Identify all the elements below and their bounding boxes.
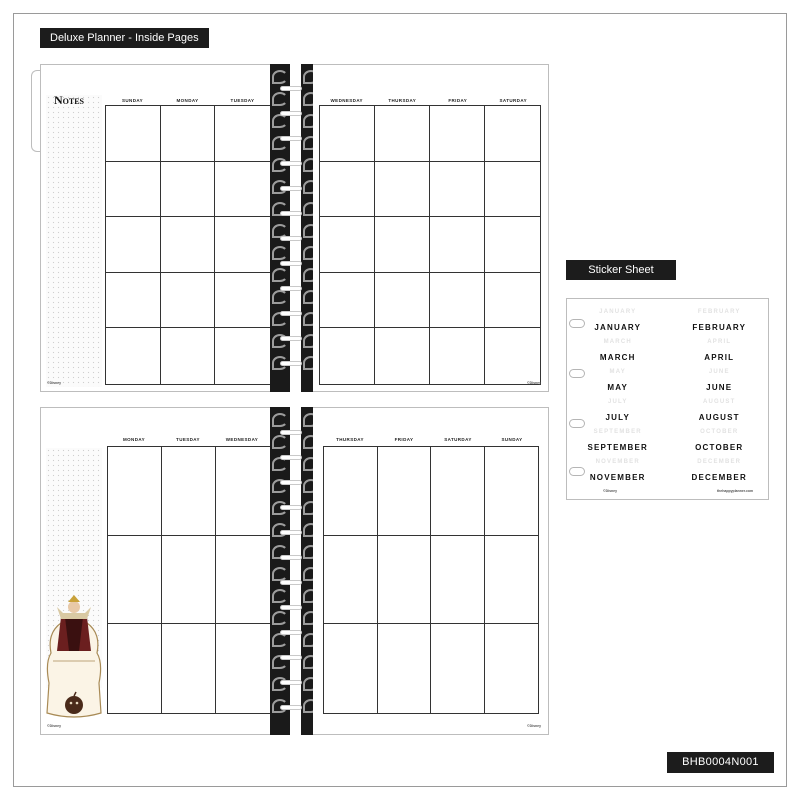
binder-ring [569,369,585,378]
weekly-right-grid[interactable] [323,446,539,714]
calendar-cell[interactable] [108,447,162,536]
day-header: THURSDAY [388,98,417,103]
binder-ring [280,311,302,316]
calendar-cell[interactable] [320,106,375,162]
ghost-month-label: JULY [607,399,628,405]
calendar-cell[interactable] [378,624,432,713]
binder-ring [280,211,302,216]
calendar-cell[interactable] [161,162,216,218]
binder-ring [280,236,302,241]
ghost-month-label: JANUARY [599,309,637,315]
calendar-cell[interactable] [430,328,485,384]
monthly-left-page [40,64,278,392]
calendar-cell[interactable] [430,273,485,329]
weekly-right-page [313,407,549,735]
calendar-cell[interactable] [162,536,216,625]
binder-ring [280,605,302,610]
calendar-cell[interactable] [430,162,485,218]
binder-ring [569,467,585,476]
month-sticker[interactable]: JUNE [706,383,733,392]
binder-ring [280,655,302,660]
binder-ring [280,186,302,191]
calendar-cell[interactable] [108,536,162,625]
month-sticker[interactable]: OCTOBER [695,443,744,452]
evil-queen-illustration [43,593,105,721]
damask-ornament [272,114,288,128]
damask-ornament [272,611,288,625]
calendar-cell[interactable] [485,217,540,273]
binder-ring [569,419,585,428]
month-sticker[interactable]: DECEMBER [691,473,747,482]
calendar-cell[interactable] [216,447,270,536]
calendar-cell[interactable] [162,624,216,713]
calendar-cell[interactable] [378,536,432,625]
month-sticker-row [567,443,770,452]
damask-ornament [272,70,288,84]
month-sticker[interactable]: MAY [607,383,629,392]
calendar-cell[interactable] [161,328,216,384]
month-sticker-row [567,473,770,482]
binder-ring [280,361,302,366]
ghost-month-label: MAY [609,369,626,375]
calendar-cell[interactable] [215,106,270,162]
calendar-cell[interactable] [485,106,540,162]
binder-ring [280,111,302,116]
day-header: MONDAY [123,437,145,442]
month-sticker[interactable]: NOVEMBER [589,473,646,482]
calendar-cell[interactable] [485,624,539,713]
product-code-badge: BHB0004N001 [667,752,774,773]
binder-ring [280,161,302,166]
ghost-month-label: OCTOBER [700,429,739,435]
calendar-cell[interactable] [485,447,539,536]
day-header: SATURDAY [499,98,527,103]
day-header: WEDNESDAY [330,98,363,103]
damask-ornament [272,413,288,427]
ghost-month-label: NOVEMBER [595,459,640,465]
damask-ornament [272,589,288,603]
calendar-cell[interactable] [215,273,270,329]
calendar-cell[interactable] [375,162,430,218]
calendar-cell[interactable] [375,217,430,273]
calendar-cell[interactable] [161,273,216,329]
calendar-cell[interactable] [106,217,161,273]
damask-ornament [272,290,288,304]
ghost-month-row [567,339,770,345]
damask-ornament [272,567,288,581]
month-sticker[interactable]: MARCH [599,353,636,362]
ghost-month-label: JUNE [708,369,730,375]
binder-ring [280,580,302,585]
disney-copyright: ©Disney [47,724,62,728]
calendar-cell[interactable] [162,447,216,536]
ghost-month-label: MARCH [603,339,632,345]
month-sticker[interactable]: JANUARY [594,323,642,332]
calendar-cell[interactable] [430,106,485,162]
monthly-right-calendar-grid[interactable] [319,105,541,385]
calendar-cell[interactable] [324,447,378,536]
calendar-cell[interactable] [485,328,540,384]
calendar-cell[interactable] [431,536,485,625]
calendar-cell[interactable] [320,273,375,329]
month-sticker[interactable]: SEPTEMBER [587,443,649,452]
notes-title: Notes [54,93,85,107]
calendar-cell[interactable] [106,328,161,384]
damask-ornament [272,268,288,282]
calendar-cell[interactable] [485,536,539,625]
month-sticker[interactable]: APRIL [704,353,735,362]
calendar-cell[interactable] [485,273,540,329]
day-header: WEDNESDAY [225,437,259,442]
weekly-left-day-headers [107,437,269,442]
binder-ring [280,455,302,460]
calendar-cell[interactable] [215,328,270,384]
calendar-cell[interactable] [431,624,485,713]
ghost-month-row [567,399,770,405]
ghost-month-label: DECEMBER [697,459,742,465]
binder-ring [280,555,302,560]
website-url: thehappyplanner.com [717,489,754,493]
disney-copyright: ©Disney [47,381,62,385]
month-sticker-row [567,353,770,362]
binder-ring [280,430,302,435]
calendar-cell[interactable] [320,328,375,384]
binder-ring [280,705,302,710]
calendar-cell[interactable] [485,162,540,218]
calendar-cell[interactable] [431,447,485,536]
month-sticker-row [567,323,770,332]
calendar-cell[interactable] [161,106,216,162]
month-sticker[interactable]: AUGUST [698,413,740,422]
day-header: TUESDAY [176,437,200,442]
calendar-cell[interactable] [375,273,430,329]
binder-ring [280,680,302,685]
binder-ring [280,261,302,266]
day-header: FRIDAY [394,437,414,442]
binder-ring [280,286,302,291]
month-sticker-row [567,383,770,392]
notes-dot-grid [46,95,102,387]
day-header: TUESDAY [230,98,255,103]
ghost-month-label: SEPTEMBER [593,429,642,435]
weekly-left-grid[interactable] [107,446,271,714]
damask-ornament [272,633,288,647]
monthly-right-day-headers [319,98,541,103]
calendar-cell[interactable] [375,106,430,162]
disney-copyright: ©Disney [527,724,542,728]
monthly-left-day-headers [105,98,270,103]
calendar-cell[interactable] [216,624,270,713]
binder-ring [280,86,302,91]
damask-ornament [272,435,288,449]
calendar-cell[interactable] [378,447,432,536]
month-sticker[interactable]: JULY [605,413,630,422]
calendar-cell[interactable] [106,106,161,162]
month-sticker-row [567,413,770,422]
calendar-cell[interactable] [430,217,485,273]
binder-ring [569,319,585,328]
sticker-sheet [566,298,769,500]
day-header: MONDAY [176,98,199,103]
day-header: SUNDAY [501,437,523,442]
calendar-cell[interactable] [375,328,430,384]
ghost-month-row [567,309,770,315]
sticker-sheet-label: Sticker Sheet [566,260,676,280]
binder-ring [280,530,302,535]
day-header: FRIDAY [448,98,468,103]
ghost-month-label: AUGUST [702,399,736,405]
ghost-month-row [567,429,770,435]
calendar-cell[interactable] [215,162,270,218]
disney-copyright: ©Disney [603,489,618,493]
calendar-cell[interactable] [215,217,270,273]
month-sticker[interactable]: FEBRUARY [692,323,747,332]
calendar-cell[interactable] [216,536,270,625]
calendar-cell[interactable] [108,624,162,713]
day-header: SUNDAY [122,98,143,103]
binder-ring [280,480,302,485]
deluxe-planner-label: Deluxe Planner - Inside Pages [40,28,209,48]
ghost-month-row [567,369,770,375]
ghost-month-label: APRIL [707,339,732,345]
calendar-cell[interactable] [106,162,161,218]
day-header: THURSDAY [336,437,364,442]
calendar-cell[interactable] [106,273,161,329]
ghost-month-label: FEBRUARY [697,309,741,315]
calendar-cell[interactable] [161,217,216,273]
binder-ring [280,336,302,341]
binder-ring [280,630,302,635]
damask-ornament [272,92,288,106]
day-header: SATURDAY [444,437,472,442]
calendar-cell[interactable] [324,624,378,713]
calendar-cell[interactable] [324,536,378,625]
damask-ornament [272,246,288,260]
calendar-cell[interactable] [320,217,375,273]
monthly-right-page [313,64,549,392]
monthly-left-calendar-grid[interactable] [105,105,271,385]
binder-ring [280,505,302,510]
disney-copyright: ©Disney [527,381,542,385]
weekly-left-page [40,407,278,735]
binder-ring [280,136,302,141]
weekly-right-day-headers [323,437,539,442]
calendar-cell[interactable] [320,162,375,218]
ghost-month-row [567,459,770,465]
